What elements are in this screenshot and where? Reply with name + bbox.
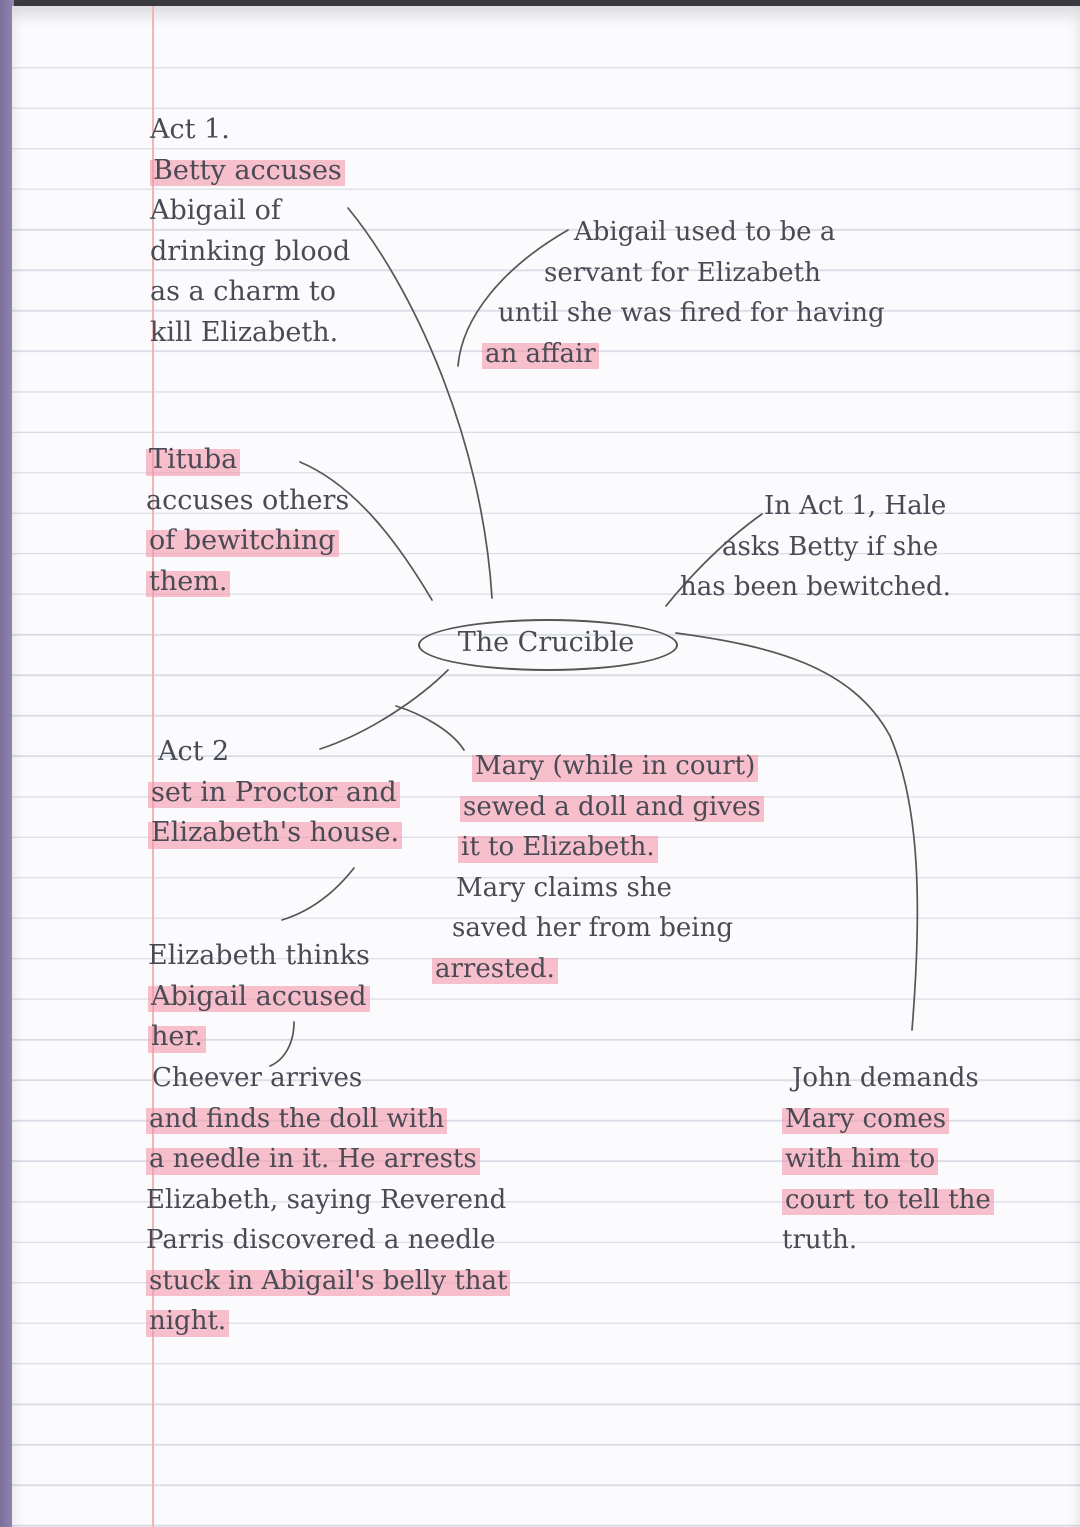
note-act2: [148, 732, 402, 854]
note-line: In Act 1, Hale: [764, 491, 947, 521]
note-line: Act 1.: [150, 114, 230, 145]
note-line: night.: [146, 1301, 229, 1342]
note-line: Elizabeth's house.: [148, 813, 402, 854]
note-line: as a charm to: [150, 276, 337, 307]
note-line: with him to: [782, 1139, 938, 1180]
note-elizabeth-thinks: [148, 936, 370, 1058]
note-line: Abigail of: [150, 195, 281, 226]
note-line: Mary (while in court): [472, 746, 758, 787]
note-line: stuck in Abigail's belly that: [146, 1261, 510, 1302]
note-line: of bewitching: [146, 521, 339, 562]
note-line: a needle in it. He arrests: [146, 1139, 480, 1180]
note-line: set in Proctor and: [148, 773, 400, 814]
connector-betty: [348, 208, 492, 598]
note-line: kill Elizabeth.: [150, 316, 339, 348]
note-line: an affair: [482, 334, 599, 375]
note-line: Tituba: [146, 440, 240, 481]
note-line: truth.: [782, 1225, 858, 1255]
note-line: court to tell the: [782, 1180, 994, 1221]
note-line: Parris discovered a needle: [146, 1225, 496, 1255]
note-line: Abigail accused: [148, 977, 370, 1018]
note-line: it to Elizabeth.: [458, 827, 658, 868]
note-line: accuses others: [146, 484, 350, 516]
note-line: Betty accuses: [150, 151, 345, 192]
note-line: Act 2: [158, 736, 230, 767]
note-john: [782, 1058, 994, 1261]
note-line: arrested.: [432, 949, 558, 990]
note-act1-betty: [150, 110, 350, 353]
note-line: Elizabeth, saying Reverend: [146, 1184, 507, 1215]
note-line: until she was fired for having: [498, 298, 885, 328]
connector-mary: [396, 706, 464, 750]
note-line: drinking blood: [150, 235, 351, 267]
note-line: servant for Elizabeth: [544, 257, 821, 288]
notebook-page: [12, 6, 1080, 1527]
note-hale: [680, 486, 951, 608]
note-tituba: [146, 440, 349, 602]
note-line: asks Betty if she: [722, 531, 939, 562]
connector-elizabeth: [282, 868, 354, 920]
note-line: Mary claims she: [456, 872, 672, 903]
note-mary: [435, 746, 764, 989]
center-title: The Crucible: [457, 627, 635, 658]
note-line: them.: [146, 562, 230, 603]
note-line: has been bewitched.: [680, 572, 951, 602]
note-line: Abigail used to be a: [574, 217, 836, 247]
note-line: Mary comes: [782, 1099, 949, 1140]
note-abigail-servant: [482, 212, 885, 374]
note-cheever: [146, 1058, 510, 1342]
note-line: sewed a doll and gives: [460, 787, 764, 828]
note-line: John demands: [792, 1063, 979, 1093]
note-line: saved her from being: [452, 913, 734, 943]
note-line: her.: [148, 1017, 206, 1058]
note-line: Cheever arrives: [152, 1063, 363, 1093]
note-line: Elizabeth thinks: [148, 940, 370, 971]
note-line: and finds the doll with: [146, 1099, 447, 1140]
